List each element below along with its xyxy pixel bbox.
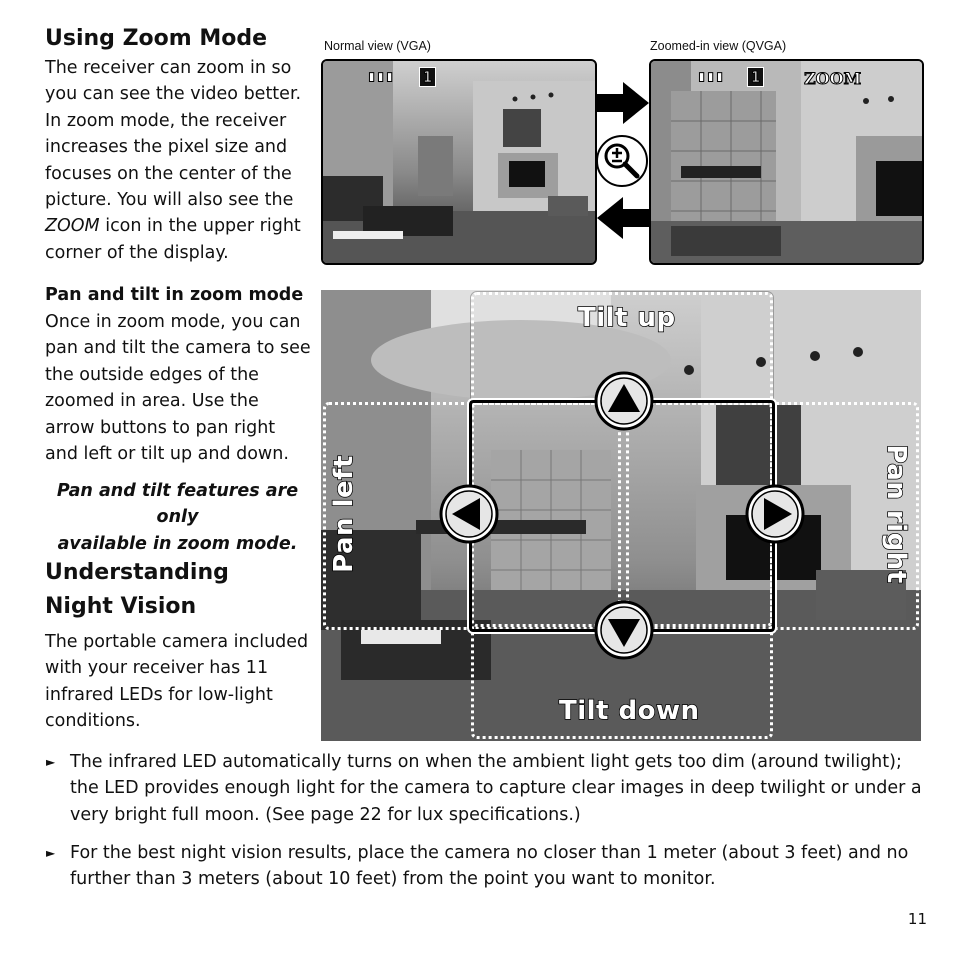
bullet-text xyxy=(70,840,930,893)
zoom-line: focuses on the center of the xyxy=(45,163,292,184)
signal-strength-icon: ▮▮▮ xyxy=(367,67,395,85)
signal-strength-icon: ▮▮▮ xyxy=(697,67,725,85)
channel-badge: 1 xyxy=(419,67,436,87)
pan-line: Once in zoom mode, you can xyxy=(45,312,301,332)
night-line: conditions. xyxy=(45,711,141,732)
bullet-line: further than 3 meters (about 10 feet) from the point you want to monitor. xyxy=(70,869,716,890)
pan-tilt-photo xyxy=(321,290,921,741)
caption-normal-view: Normal view (VGA) xyxy=(324,39,431,53)
arrow-left-icon xyxy=(597,197,649,243)
zoom-line: The receiver can zoom in so xyxy=(45,58,292,78)
bullet-line: The infrared LED automatically turns on when the ambient light gets too dim (around twilight); xyxy=(70,752,902,772)
zoom-italic-word: ZOOM xyxy=(45,216,100,237)
bullet-text xyxy=(70,749,930,828)
caption-zoomed-view: Zoomed-in view (QVGA) xyxy=(650,39,787,53)
night-line: infrared LEDs for low-light xyxy=(45,684,273,705)
tilt-up-label: Tilt up xyxy=(578,303,676,333)
bullet-line: For the best night vision results, place the camera no closer than 1 meter (about 3 feet) and no xyxy=(70,843,909,863)
zoom-line: you can see the video better. xyxy=(45,84,302,105)
zoom-line: In zoom mode, the receiver xyxy=(45,110,287,131)
zoom-center-frame xyxy=(469,400,775,632)
section-heading-night-vision xyxy=(45,556,229,624)
down-arrow-icon xyxy=(594,600,654,660)
night-line: The portable camera included xyxy=(45,632,309,652)
pan-line: pan and tilt the camera to see xyxy=(45,338,311,359)
tilt-up-button[interactable] xyxy=(594,371,654,431)
zoom-line: picture. You will also see the xyxy=(45,190,294,211)
note-line: Pan and tilt features are only xyxy=(56,481,299,528)
pan-tilt-description xyxy=(45,309,320,467)
bullet-line: the LED provides enough light for the camera to capture clear images in deep twilight or under a xyxy=(70,778,922,799)
pan-line: and left or tilt up and down. xyxy=(45,444,289,465)
arrow-right-icon xyxy=(597,82,649,128)
tilt-down-button[interactable] xyxy=(594,600,654,660)
up-arrow-icon xyxy=(594,371,654,431)
zoom-magnifier-icon xyxy=(595,134,649,192)
pan-left-button[interactable] xyxy=(439,484,499,544)
zoom-hud-label: ZOOM xyxy=(804,69,862,88)
section-heading-zoom: Using Zoom Mode xyxy=(45,26,268,51)
pan-right-label: Pan right xyxy=(881,444,911,584)
pan-tilt-heading: Pan and tilt in zoom mode xyxy=(45,285,304,305)
pan-tilt-note xyxy=(40,478,315,557)
zoom-line: corner of the display. xyxy=(45,242,229,263)
pan-left-label: Pan left xyxy=(329,455,359,573)
zoom-line: increases the pixel size and xyxy=(45,137,288,158)
night-line: with your receiver has 11 xyxy=(45,658,269,679)
zoom-description xyxy=(45,55,315,266)
bullet-triangle-icon: ► xyxy=(46,755,56,769)
bullet-triangle-icon: ► xyxy=(46,846,56,860)
pan-line: zoomed in area. Use the xyxy=(45,391,259,412)
page-number: 11 xyxy=(907,910,927,928)
zoom-line xyxy=(45,213,315,239)
zoomed-view-photo xyxy=(649,59,924,265)
night-vision-description xyxy=(45,629,320,735)
left-arrow-icon xyxy=(439,484,499,544)
bullet-line: very bright full moon. (See page 22 for lux specifications.) xyxy=(70,804,581,825)
channel-badge: 1 xyxy=(747,67,764,87)
pan-line: arrow buttons to pan right xyxy=(45,417,276,438)
night-heading-line: Night Vision xyxy=(45,594,197,619)
pan-right-button[interactable] xyxy=(745,484,805,544)
normal-view-photo xyxy=(321,59,597,265)
note-line: available in zoom mode. xyxy=(57,533,298,554)
pan-line: the outside edges of the xyxy=(45,364,259,385)
tilt-down-label: Tilt down xyxy=(559,696,700,726)
right-arrow-icon xyxy=(745,484,805,544)
night-heading-line: Understanding xyxy=(45,560,229,585)
zoom-line-rest: icon in the upper right xyxy=(99,216,301,237)
